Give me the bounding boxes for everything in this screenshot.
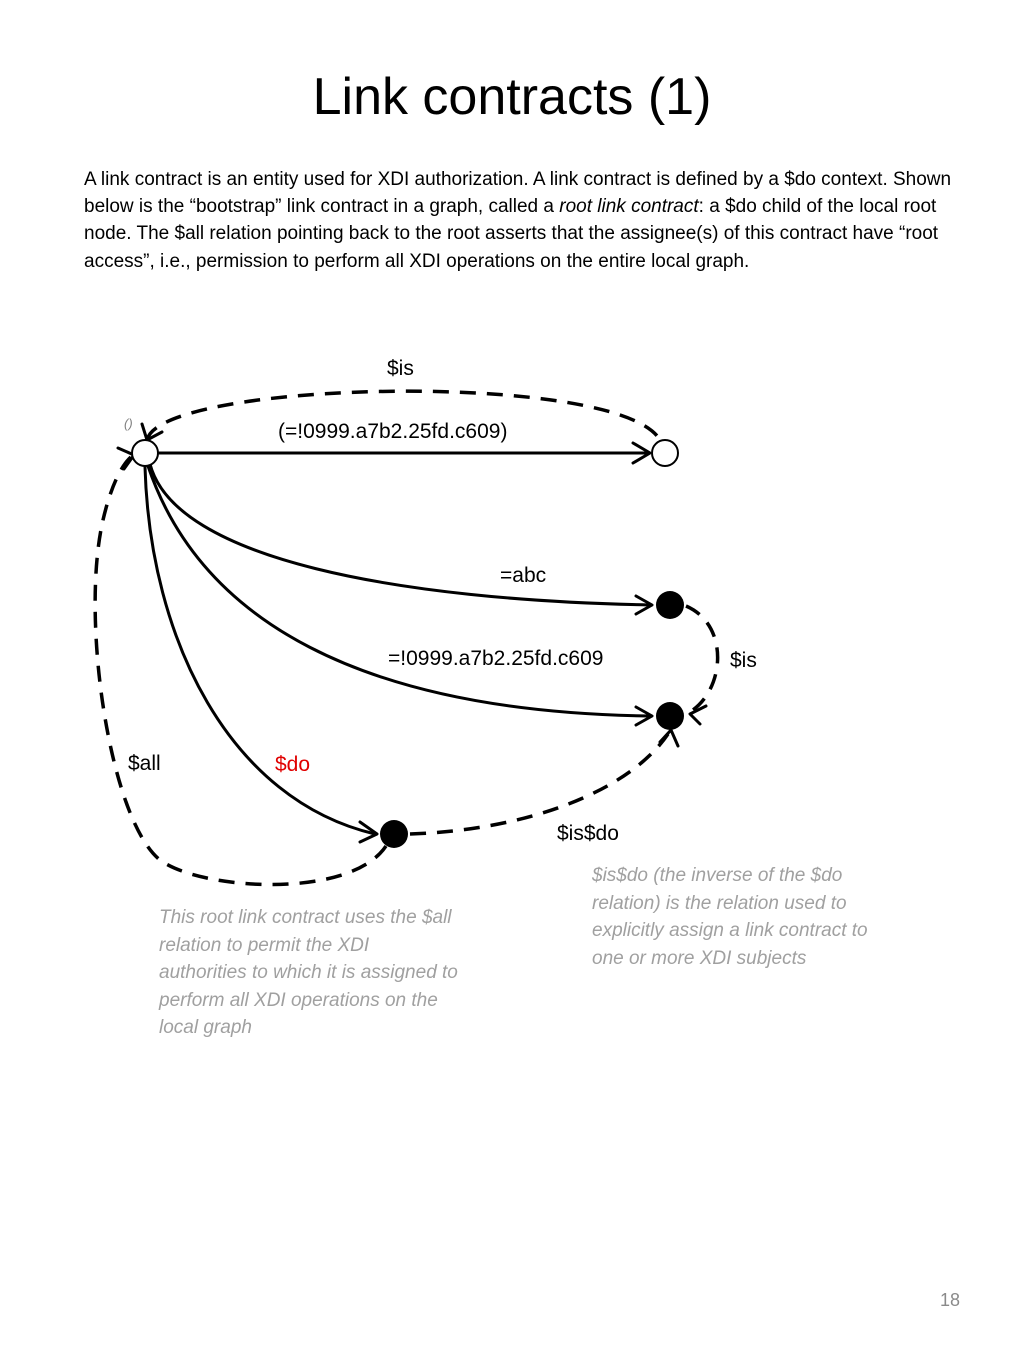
peer-root-node: [652, 440, 678, 466]
peer-id-node: [656, 702, 684, 730]
root-node-label: (): [124, 416, 133, 431]
label-do: $do: [275, 753, 311, 776]
intro-text-part2: : a $do child of the local root node. The $all relation pointing back to the root asserts that the assignee(s) of this contract have “root access”, i.e., permission to perform all XDI operations on the entire local graph.: [84, 196, 939, 272]
note-isdo-relation: $is$do (the inverse of the $do relation) is the relation used to explicitly assign a link contract to one or more XDI subjects: [592, 865, 868, 969]
label-peer-id: =!0999.a7b2.25fd.c609: [388, 647, 604, 670]
edge-all: [95, 456, 386, 885]
label-isdo: $is$do: [557, 822, 619, 845]
edge-root-do: [145, 467, 375, 834]
note-root-link-contract: This root link contract uses the $all relation to permit the XDI authorities to which it is assigned to perform all XDI operations on the local graph: [159, 907, 458, 1038]
intro-emphasis: root link contract: [559, 196, 699, 218]
intro-text-part1: A link contract is an entity used for XDI authorization. A link contract is defined by a $do context. Shown below is the “bootstrap” link contract in a graph, called a: [84, 169, 952, 218]
edge-is-right: [686, 606, 718, 712]
edge-root-to-peer-id: [148, 466, 650, 716]
root-node: [132, 440, 158, 466]
edge-isdo: [410, 734, 668, 834]
label-is-right: $is: [730, 649, 757, 672]
label-is-top: $is: [387, 357, 414, 380]
label-root-to-peer: (=!0999.a7b2.25fd.c609): [278, 420, 508, 443]
label-all: $all: [128, 752, 161, 775]
edge-root-to-abc: [150, 464, 650, 605]
label-abc: =abc: [500, 564, 547, 587]
page-number: 18: [939, 1290, 960, 1310]
abc-node: [656, 591, 684, 619]
do-node: [380, 820, 408, 848]
slide-title: Link contracts (1): [312, 68, 712, 126]
